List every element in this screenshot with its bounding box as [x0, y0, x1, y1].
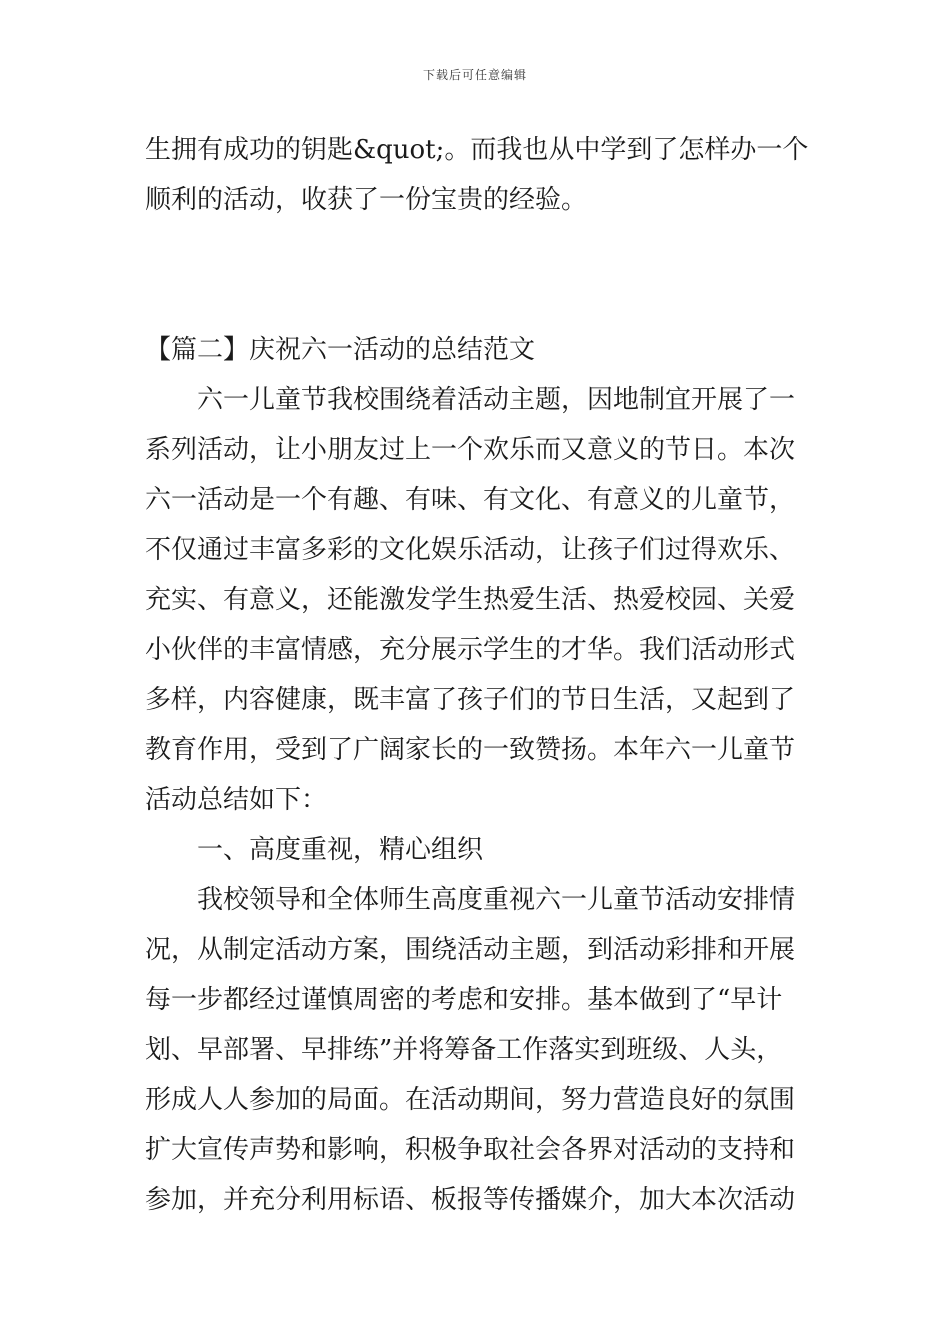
text-line: 教育作用，受到了广阔家长的一致赞扬。本年六一儿童节	[145, 735, 796, 765]
section-title: 【篇二】庆祝六一活动的总结范文	[145, 335, 536, 365]
text-line: 划、早部署、早排练”并将筹备工作落实到班级、人头，	[145, 1035, 783, 1065]
section-body	[145, 325, 810, 1225]
text-line: 顺利的活动，收获了一份宝贵的经验。	[145, 185, 588, 215]
text-line: 形成人人参加的局面。在活动期间，努力营造良好的氛围	[145, 1085, 796, 1115]
text-line: 不仅通过丰富多彩的文化娱乐活动，让孩子们过得欢乐、	[145, 535, 796, 565]
text-line: 扩大宣传声势和影响，积极争取社会各界对活动的支持和	[145, 1135, 796, 1165]
intro-paragraph	[145, 125, 810, 225]
text-line: 六一儿童节我校围绕着活动主题，因地制宜开展了一	[197, 385, 796, 415]
text-line: 六一活动是一个有趣、有味、有文化、有意义的儿童节，	[145, 485, 796, 515]
text-line: 每一步都经过谨慎周密的考虑和安排。基本做到了“早计	[145, 985, 783, 1015]
text-line: 我校领导和全体师生高度重视六一儿童节活动安排情	[197, 885, 796, 915]
text-line: 系列活动，让小朋友过上一个欢乐而又意义的节日。本次	[145, 435, 796, 465]
text-line: 充实、有意义，还能激发学生热爱生活、热爱校园、关爱	[145, 585, 796, 615]
text-line: 活动总结如下：	[145, 785, 328, 815]
text-line: 生拥有成功的钥匙&quot;。而我也从中学到了怎样办一个	[145, 135, 809, 165]
subheading: 一、高度重视，精心组织	[197, 835, 484, 865]
text-line: 小伙伴的丰富情感，充分展示学生的才华。我们活动形式	[145, 635, 796, 665]
text-line: 况，从制定活动方案，围绕活动主题，到活动彩排和开展	[145, 935, 796, 965]
text-line: 参加，并充分利用标语、板报等传播媒介，加大本次活动	[145, 1185, 796, 1215]
text-line: 多样，内容健康，既丰富了孩子们的节日生活，又起到了	[145, 685, 796, 715]
page-header: 下载后可任意编辑	[422, 68, 527, 82]
